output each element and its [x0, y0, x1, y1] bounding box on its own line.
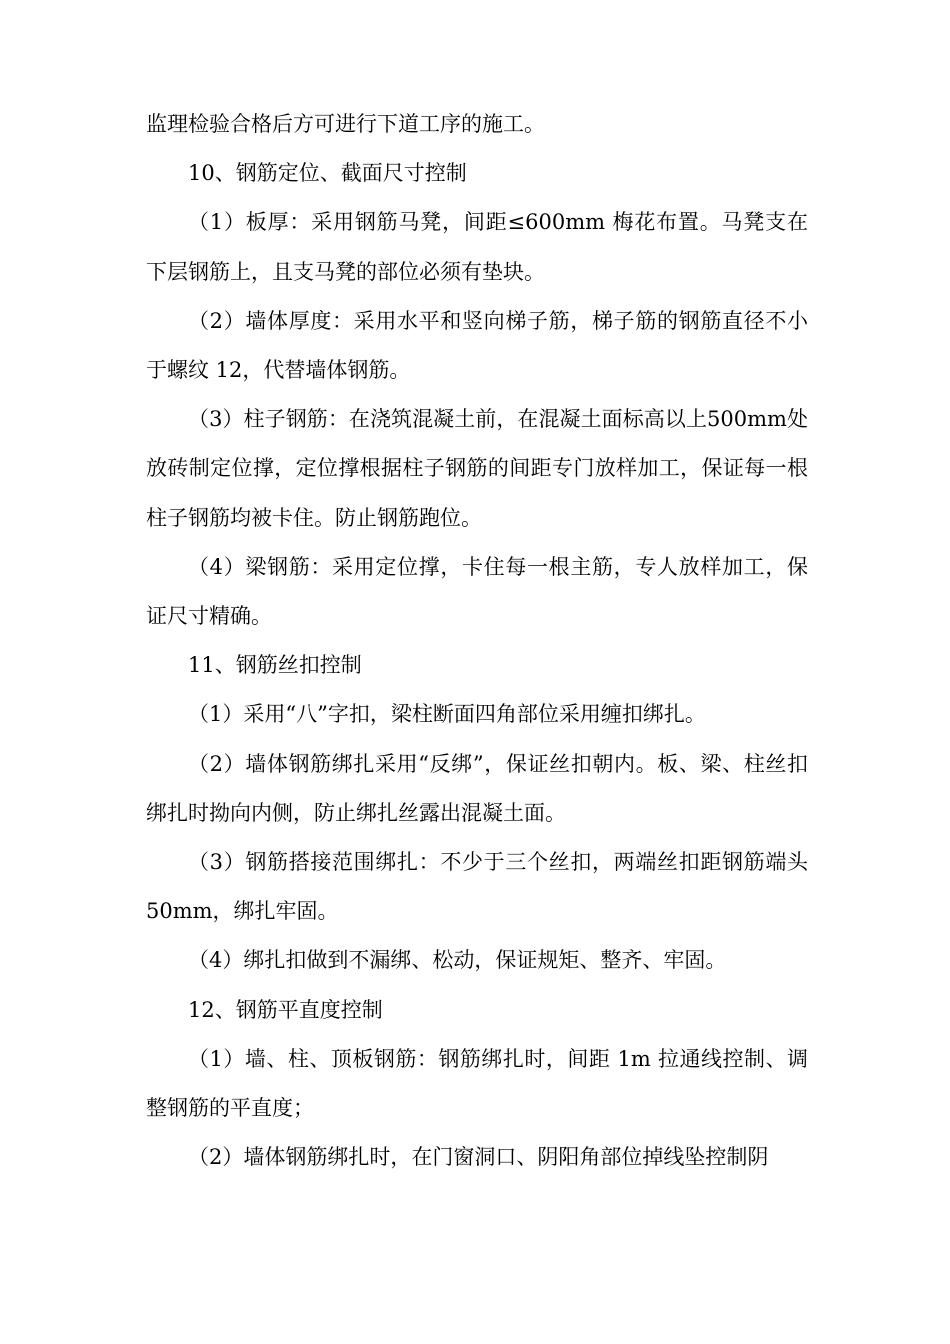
paragraph-12-1: （1）墙、柱、顶板钢筋：钢筋绑扎时，间距 1m 拉通线控制、调整钢筋的平直度；	[146, 1046, 808, 1121]
paragraph-10-4: （4）梁钢筋：采用定位撑，卡住每一根主筋，专人放样加工，保证尺寸精确。	[146, 554, 808, 629]
paragraph-12-2: （2）墙体钢筋绑扎时，在门窗洞口、阴阳角部位掉线坠控制阴	[188, 1145, 769, 1170]
section-heading-12: 12、钢筋平直度控制	[188, 997, 383, 1022]
paragraph-10-1: （1）板厚：采用钢筋马凳，间距≤600mm 梅花布置。马凳支在下层钢筋上，且支马凳的部位必须有垫块。	[146, 210, 808, 284]
paragraph-10-2: （2）墙体厚度：采用水平和竖向梯子筋，梯子筋的钢筋直径不小于螺纹 12，代替墙体钢筋。	[146, 308, 808, 383]
paragraph-11-4: （4）绑扎扣做到不漏绑、松动，保证规矩、整齐、牢固。	[188, 948, 727, 973]
paragraph-continuation: 监理检验合格后方可进行下道工序的施工。	[146, 112, 545, 136]
section-heading-10: 10、钢筋定位、截面尺寸控制	[188, 161, 467, 186]
paragraph-10-3: （3）柱子钢筋：在浇筑混凝土前，在混凝土面标高以上500mm处放砖制定位撑，定位撑根据柱子钢筋的间距专门放样加工，保证每一根柱子钢筋均被卡住。防止钢筋跑位。	[146, 407, 808, 530]
document-body	[146, 100, 808, 1182]
paragraph-11-2: （2）墙体钢筋绑扎采用“反绑”，保证丝扣朝内。板、梁、柱丝扣绑扎时拗向内侧，防止绑扎丝露出混凝土面。	[146, 751, 808, 825]
paragraph-11-3: （3）钢筋搭接范围绑扎：不少于三个丝扣，两端丝扣距钢筋端头 50mm，绑扎牢固。	[146, 850, 808, 924]
paragraph-11-1: （1）采用“八”字扣，梁柱断面四角部位采用缠扣绑扎。	[188, 702, 706, 727]
section-heading-11: 11、钢筋丝扣控制	[188, 653, 362, 678]
